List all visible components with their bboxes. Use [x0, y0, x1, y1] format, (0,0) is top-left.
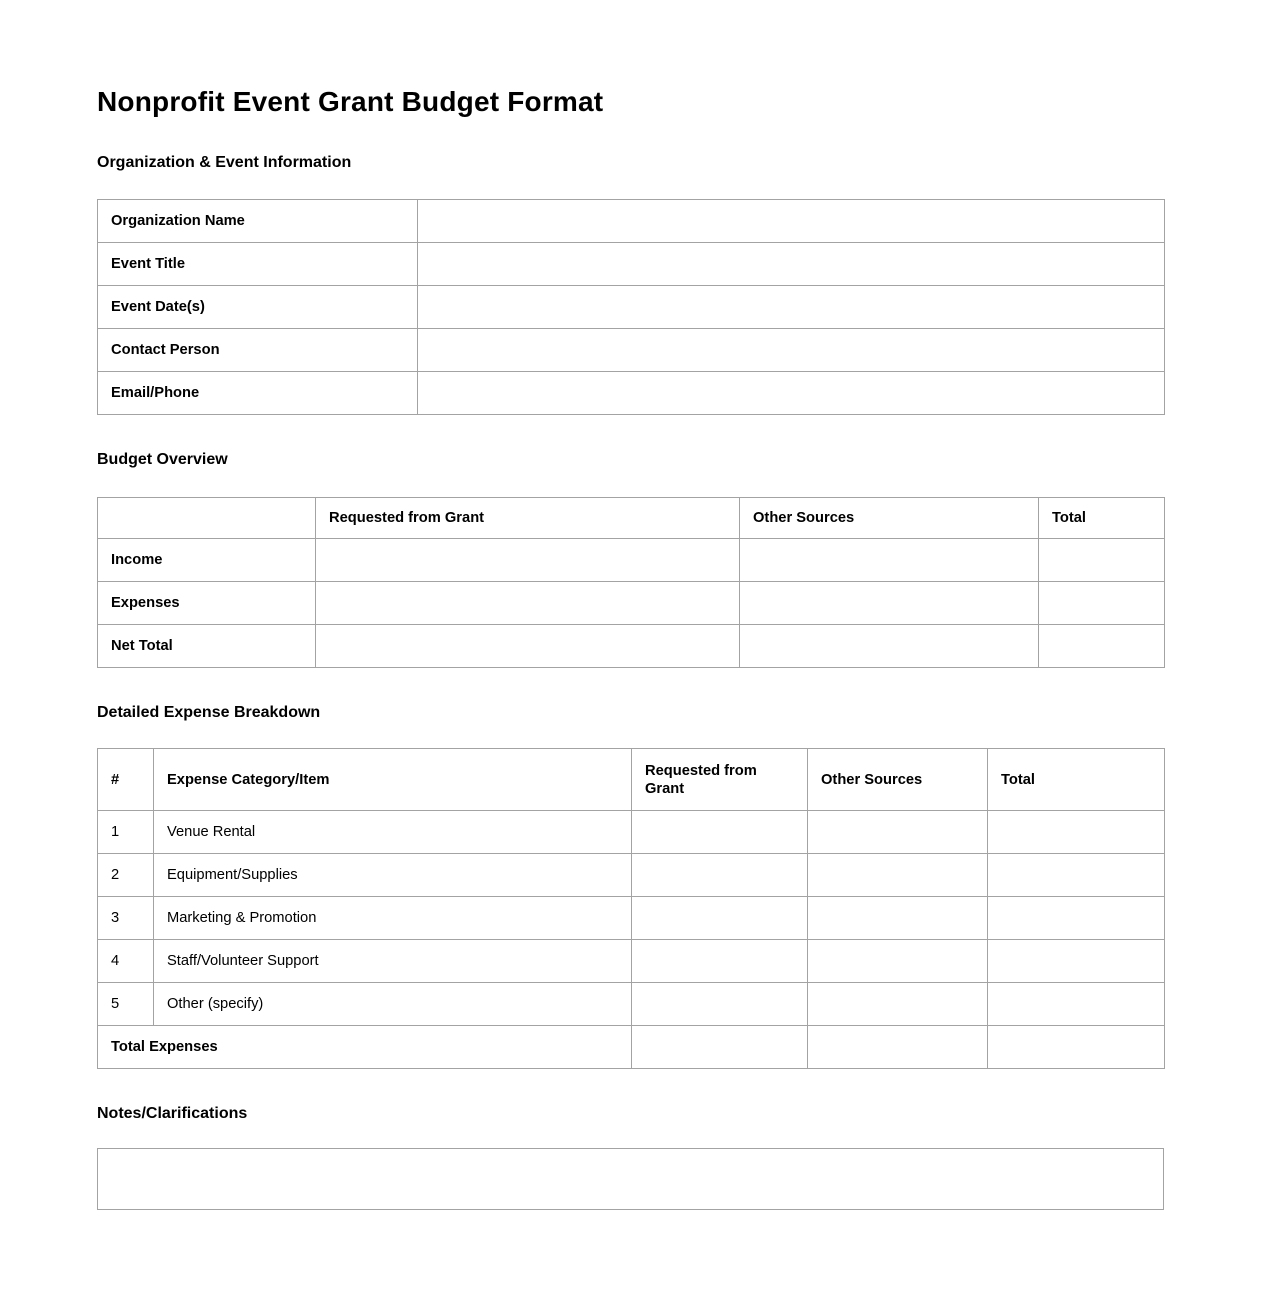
- breakdown-other-specify-total-cell[interactable]: [988, 983, 1165, 1026]
- breakdown-total-expenses-label: Total Expenses: [98, 1026, 632, 1069]
- breakdown-header-total: Total: [988, 749, 1165, 811]
- breakdown-venue-rental-total-cell[interactable]: [988, 811, 1165, 854]
- breakdown-venue-rental-requested-cell[interactable]: [632, 811, 808, 854]
- breakdown-staff-volunteer-total-cell[interactable]: [988, 940, 1165, 983]
- field-label-event-dates: Event Date(s): [98, 286, 418, 329]
- breakdown-other-specify-requested-cell[interactable]: [632, 983, 808, 1026]
- overview-header-requested-from-grant: Requested from Grant: [316, 498, 740, 539]
- table-header-row: [98, 749, 1165, 811]
- table-row: [98, 329, 1165, 372]
- breakdown-item-equipment-supplies: Equipment/Supplies: [154, 854, 632, 897]
- breakdown-total-expenses-total-cell[interactable]: [988, 1026, 1165, 1069]
- breakdown-item-staff-volunteer-support: Staff/Volunteer Support: [154, 940, 632, 983]
- table-row: [98, 372, 1165, 415]
- overview-expenses-other-sources-cell[interactable]: [740, 582, 1039, 625]
- document-title: Nonprofit Event Grant Budget Format: [97, 86, 604, 117]
- field-label-event-title: Event Title: [98, 243, 418, 286]
- table-row: [98, 582, 1165, 625]
- table-row: [98, 983, 1165, 1026]
- breakdown-equipment-supplies-requested-cell[interactable]: [632, 854, 808, 897]
- breakdown-staff-volunteer-other-sources-cell[interactable]: [808, 940, 988, 983]
- budget-overview-table: [97, 497, 1165, 668]
- breakdown-row-number: 4: [98, 940, 154, 983]
- breakdown-staff-volunteer-requested-cell[interactable]: [632, 940, 808, 983]
- section-heading-expense-breakdown: Detailed Expense Breakdown: [97, 704, 321, 721]
- notes-input-box[interactable]: [97, 1148, 1164, 1210]
- field-value-organization-name[interactable]: [418, 200, 1165, 243]
- breakdown-header-other-sources: Other Sources: [808, 749, 988, 811]
- breakdown-equipment-supplies-total-cell[interactable]: [988, 854, 1165, 897]
- section-heading-notes: Notes/Clarifications: [97, 1105, 248, 1122]
- breakdown-header-category: Expense Category/Item: [154, 749, 632, 811]
- overview-header-blank: [98, 498, 316, 539]
- field-value-event-title[interactable]: [418, 243, 1165, 286]
- breakdown-row-number: 5: [98, 983, 154, 1026]
- breakdown-item-other-specify: Other (specify): [154, 983, 632, 1026]
- breakdown-other-specify-other-sources-cell[interactable]: [808, 983, 988, 1026]
- section-heading-org-info: Organization & Event Information: [97, 154, 352, 171]
- overview-income-other-sources-cell[interactable]: [740, 539, 1039, 582]
- overview-net-total-total-cell[interactable]: [1039, 625, 1165, 668]
- breakdown-header-requested-from-grant: Requested from Grant: [632, 749, 808, 811]
- section-heading-budget-overview: Budget Overview: [97, 451, 228, 468]
- breakdown-total-expenses-requested-cell[interactable]: [632, 1026, 808, 1069]
- overview-net-total-requested-cell[interactable]: [316, 625, 740, 668]
- table-row: [98, 243, 1165, 286]
- breakdown-item-marketing-promotion: Marketing & Promotion: [154, 897, 632, 940]
- table-row: [98, 286, 1165, 329]
- breakdown-marketing-promotion-requested-cell[interactable]: [632, 897, 808, 940]
- breakdown-venue-rental-other-sources-cell[interactable]: [808, 811, 988, 854]
- table-row: [98, 539, 1165, 582]
- breakdown-row-number: 2: [98, 854, 154, 897]
- table-row: [98, 625, 1165, 668]
- expense-breakdown-table: [97, 748, 1165, 1069]
- field-label-organization-name: Organization Name: [98, 200, 418, 243]
- table-header-row: [98, 498, 1165, 539]
- table-row: [98, 897, 1165, 940]
- breakdown-row-number: 3: [98, 897, 154, 940]
- field-value-event-dates[interactable]: [418, 286, 1165, 329]
- overview-row-label-expenses: Expenses: [98, 582, 316, 625]
- breakdown-item-venue-rental: Venue Rental: [154, 811, 632, 854]
- overview-row-label-income: Income: [98, 539, 316, 582]
- breakdown-equipment-supplies-other-sources-cell[interactable]: [808, 854, 988, 897]
- overview-row-label-net-total: Net Total: [98, 625, 316, 668]
- breakdown-marketing-promotion-total-cell[interactable]: [988, 897, 1165, 940]
- overview-income-requested-cell[interactable]: [316, 539, 740, 582]
- field-label-contact-person: Contact Person: [98, 329, 418, 372]
- breakdown-row-number: 1: [98, 811, 154, 854]
- overview-expenses-requested-cell[interactable]: [316, 582, 740, 625]
- field-value-email-phone[interactable]: [418, 372, 1165, 415]
- table-total-row: [98, 1026, 1165, 1069]
- overview-header-other-sources: Other Sources: [740, 498, 1039, 539]
- table-row: [98, 811, 1165, 854]
- field-value-contact-person[interactable]: [418, 329, 1165, 372]
- table-row: [98, 854, 1165, 897]
- field-label-email-phone: Email/Phone: [98, 372, 418, 415]
- document-content: [97, 0, 1164, 1210]
- overview-net-total-other-sources-cell[interactable]: [740, 625, 1039, 668]
- breakdown-total-expenses-other-sources-cell[interactable]: [808, 1026, 988, 1069]
- table-row: [98, 200, 1165, 243]
- org-info-table: [97, 199, 1165, 415]
- breakdown-marketing-promotion-other-sources-cell[interactable]: [808, 897, 988, 940]
- table-row: [98, 940, 1165, 983]
- breakdown-header-number: #: [98, 749, 154, 811]
- overview-income-total-cell[interactable]: [1039, 539, 1165, 582]
- overview-expenses-total-cell[interactable]: [1039, 582, 1165, 625]
- overview-header-total: Total: [1039, 498, 1165, 539]
